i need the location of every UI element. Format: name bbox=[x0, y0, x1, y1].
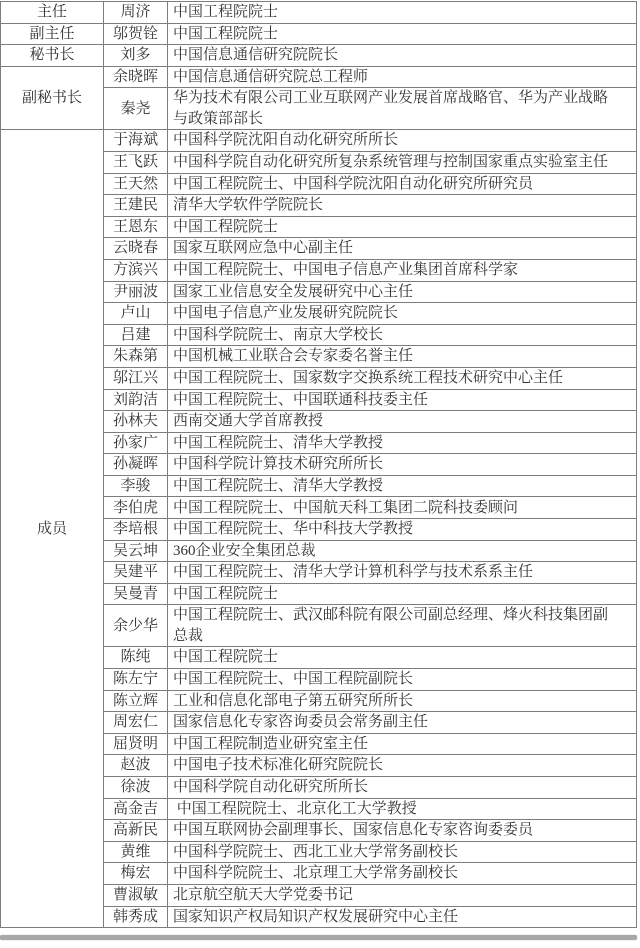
member-title-cell bbox=[168, 906, 637, 928]
member-title-text: 中国工程院院士 bbox=[173, 218, 279, 235]
member-title-cell bbox=[168, 173, 637, 195]
member-name-cell: 周宏仁 bbox=[104, 712, 168, 734]
member-title-cell bbox=[168, 540, 637, 562]
member-name-cell: 余晓晖 bbox=[104, 66, 168, 88]
member-title-cell bbox=[168, 324, 637, 346]
member-name-cell: 黄维 bbox=[104, 841, 168, 863]
member-name-cell: 李伯虎 bbox=[104, 497, 168, 519]
member-title-cell bbox=[168, 367, 637, 389]
member-name-cell: 陈纯 bbox=[104, 647, 168, 669]
member-title-text: 工业和信息化部电子第五研究所所长 bbox=[173, 692, 414, 709]
member-title-text: 中国信息通信研究院总工程师 bbox=[173, 68, 369, 85]
member-title-cell bbox=[168, 259, 637, 281]
member-name-cell: 方滨兴 bbox=[104, 259, 168, 281]
member-title-cell bbox=[168, 346, 637, 368]
member-title-text: 中国科学院自动化研究所所长 bbox=[173, 779, 369, 796]
member-title-cell bbox=[168, 66, 637, 88]
member-name-cell: 王飞跃 bbox=[104, 151, 168, 173]
member-title-text: 中国工程院院士 bbox=[173, 4, 279, 21]
member-title-cell bbox=[168, 151, 637, 173]
member-title-text: 中国科学院自动化研究所复杂系统管理与控制国家重点实验室主任 bbox=[173, 154, 609, 171]
member-title-text: 中国机械工业联合会专家委名誉主任 bbox=[173, 348, 414, 365]
member-name-cell: 孙凝晖 bbox=[104, 454, 168, 476]
member-title-text: 中国工程院院士、中国电子信息产业集团首席科学家 bbox=[173, 261, 519, 278]
member-title-text: 中国科学院院士、南京大学校长 bbox=[173, 326, 384, 343]
member-title-cell bbox=[168, 884, 637, 906]
member-title-text: 清华大学软件学院院长 bbox=[173, 197, 324, 214]
member-title-text: 中国工程院院士、中国工程院副院长 bbox=[173, 671, 414, 688]
member-title-cell bbox=[168, 690, 637, 712]
member-title-cell bbox=[168, 519, 637, 541]
role-cell: 副秘书长 bbox=[1, 66, 104, 130]
member-title-text: 华为技术有限公司工业互联网产业发展首席战略官、华为产业战略与政策部部长 bbox=[173, 90, 609, 127]
committee-table bbox=[0, 1, 637, 928]
member-name-cell: 李培根 bbox=[104, 519, 168, 541]
member-title-text: 中国工程院院士、清华大学教授 bbox=[173, 477, 384, 494]
member-title-text: 中国科学院沈阳自动化研究所所长 bbox=[173, 132, 399, 149]
member-title-cell bbox=[168, 411, 637, 433]
member-title-text: 中国工程院院士 bbox=[173, 649, 279, 666]
member-name-cell: 屈贤明 bbox=[104, 733, 168, 755]
role-cell: 成员 bbox=[1, 130, 104, 928]
member-title-cell bbox=[168, 389, 637, 411]
committee-table-body bbox=[1, 2, 637, 928]
member-name-cell: 余少华 bbox=[104, 605, 168, 647]
member-name-cell: 韩秀成 bbox=[104, 906, 168, 928]
member-title-text: 中国工程院院士、中国联通科技委主任 bbox=[173, 391, 429, 408]
table-row bbox=[1, 66, 637, 88]
member-title-text: 中国工程院院士、清华大学计算机科学与技术系系主任 bbox=[173, 564, 534, 581]
member-title-cell bbox=[168, 841, 637, 863]
member-name-cell: 赵波 bbox=[104, 755, 168, 777]
table-row bbox=[1, 45, 637, 67]
table-row bbox=[1, 23, 637, 45]
member-title-cell bbox=[168, 216, 637, 238]
member-name-cell: 吴云坤 bbox=[104, 540, 168, 562]
member-name-cell: 李骏 bbox=[104, 475, 168, 497]
member-title-cell bbox=[168, 562, 637, 584]
member-title-cell bbox=[168, 303, 637, 325]
member-title-text: 中国电子信息产业发展研究院院长 bbox=[173, 305, 399, 322]
member-name-cell: 邬贺铨 bbox=[104, 23, 168, 45]
role-cell: 秘书长 bbox=[1, 45, 104, 67]
member-title-cell bbox=[168, 454, 637, 476]
member-title-cell bbox=[168, 755, 637, 777]
member-name-cell: 卢山 bbox=[104, 303, 168, 325]
member-title-cell bbox=[168, 669, 637, 691]
member-title-text: 北京航空航天大学党委书记 bbox=[173, 887, 354, 904]
role-cell: 主任 bbox=[1, 2, 104, 24]
member-title-cell bbox=[168, 88, 637, 130]
member-title-text: 中国工程院院士、国家数字交换系统工程技术研究中心主任 bbox=[173, 369, 564, 386]
member-name-cell: 梅宏 bbox=[104, 863, 168, 885]
member-name-cell: 邬江兴 bbox=[104, 367, 168, 389]
member-title-cell bbox=[168, 777, 637, 799]
member-title-text: 中国互联网协会副理事长、国家信息化专家咨询委委员 bbox=[173, 822, 534, 839]
member-name-cell: 尹丽波 bbox=[104, 281, 168, 303]
member-title-cell bbox=[168, 281, 637, 303]
member-title-text: 中国工程院院士、中国科学院沈阳自动化研究所研究员 bbox=[173, 175, 534, 192]
member-name-cell: 吴建平 bbox=[104, 562, 168, 584]
member-title-text: 中国信息通信研究院院长 bbox=[173, 47, 339, 64]
member-name-cell: 刘多 bbox=[104, 45, 168, 67]
member-title-text: 中国工程院院士 bbox=[173, 585, 279, 602]
member-title-cell bbox=[168, 712, 637, 734]
member-name-cell: 徐波 bbox=[104, 777, 168, 799]
member-name-cell: 刘韵洁 bbox=[104, 389, 168, 411]
table-row bbox=[1, 130, 637, 152]
member-name-cell: 周济 bbox=[104, 2, 168, 24]
member-name-cell: 孙家广 bbox=[104, 432, 168, 454]
member-title-cell bbox=[168, 605, 637, 647]
member-name-cell: 孙林夫 bbox=[104, 411, 168, 433]
member-name-cell: 王建民 bbox=[104, 195, 168, 217]
role-cell: 副主任 bbox=[1, 23, 104, 45]
member-title-cell bbox=[168, 820, 637, 842]
member-name-cell: 吴曼青 bbox=[104, 583, 168, 605]
member-name-cell: 陈立辉 bbox=[104, 690, 168, 712]
member-name-cell: 秦尧 bbox=[104, 88, 168, 130]
member-title-text: 中国科学院院士、西北工业大学常务副校长 bbox=[173, 843, 459, 860]
member-title-cell bbox=[168, 475, 637, 497]
member-title-cell bbox=[168, 647, 637, 669]
member-title-text: 中国电子技术标准化研究院院长 bbox=[173, 757, 384, 774]
member-title-text: 国家工业信息安全发展研究中心主任 bbox=[173, 283, 414, 300]
member-title-cell bbox=[168, 798, 637, 820]
bottom-divider-bar bbox=[0, 935, 637, 940]
member-name-cell: 朱森第 bbox=[104, 346, 168, 368]
member-name-cell: 高金吉 bbox=[104, 798, 168, 820]
member-title-text: 360企业安全集团总裁 bbox=[173, 542, 316, 559]
member-name-cell: 王恩东 bbox=[104, 216, 168, 238]
member-title-text: 中国科学院院士、北京理工大学常务副校长 bbox=[173, 865, 459, 882]
member-title-cell bbox=[168, 130, 637, 152]
member-title-cell bbox=[168, 238, 637, 260]
member-title-text: 中国工程院院士、中国航天科工集团二院科技委顾问 bbox=[173, 499, 519, 516]
member-title-text: 中国工程院制造业研究室主任 bbox=[173, 735, 369, 752]
member-name-cell: 陈左宁 bbox=[104, 669, 168, 691]
member-name-cell: 云晓春 bbox=[104, 238, 168, 260]
member-title-text: 国家信息化专家咨询委员会常务副主任 bbox=[173, 714, 429, 731]
member-name-cell: 曹淑敏 bbox=[104, 884, 168, 906]
table-row bbox=[1, 2, 637, 24]
member-name-cell: 王天然 bbox=[104, 173, 168, 195]
member-title-cell bbox=[168, 195, 637, 217]
member-title-cell bbox=[168, 497, 637, 519]
member-title-cell bbox=[168, 583, 637, 605]
member-name-cell: 吕建 bbox=[104, 324, 168, 346]
member-title-cell bbox=[168, 733, 637, 755]
member-title-cell bbox=[168, 23, 637, 45]
member-title-text: 国家知识产权局知识产权发展研究中心主任 bbox=[173, 908, 459, 925]
member-title-text: 西南交通大学首席教授 bbox=[173, 413, 324, 430]
member-title-text: 中国工程院院士、武汉邮科院有限公司副总经理、烽火科技集团副总裁 bbox=[173, 607, 609, 644]
member-title-text: 中国工程院院士 bbox=[173, 25, 279, 42]
member-title-text: 中国科学院计算技术研究所所长 bbox=[173, 456, 384, 473]
member-title-text: 中国工程院院士、北京化工大学教授 bbox=[173, 800, 417, 817]
member-name-cell: 高新民 bbox=[104, 820, 168, 842]
member-title-cell bbox=[168, 2, 637, 24]
member-title-cell bbox=[168, 432, 637, 454]
member-title-cell bbox=[168, 863, 637, 885]
member-title-text: 国家互联网应急中心副主任 bbox=[173, 240, 354, 257]
member-title-text: 中国工程院院士、清华大学教授 bbox=[173, 434, 384, 451]
member-title-cell bbox=[168, 45, 637, 67]
member-name-cell: 于海斌 bbox=[104, 130, 168, 152]
member-title-text: 中国工程院院士、华中科技大学教授 bbox=[173, 521, 414, 538]
